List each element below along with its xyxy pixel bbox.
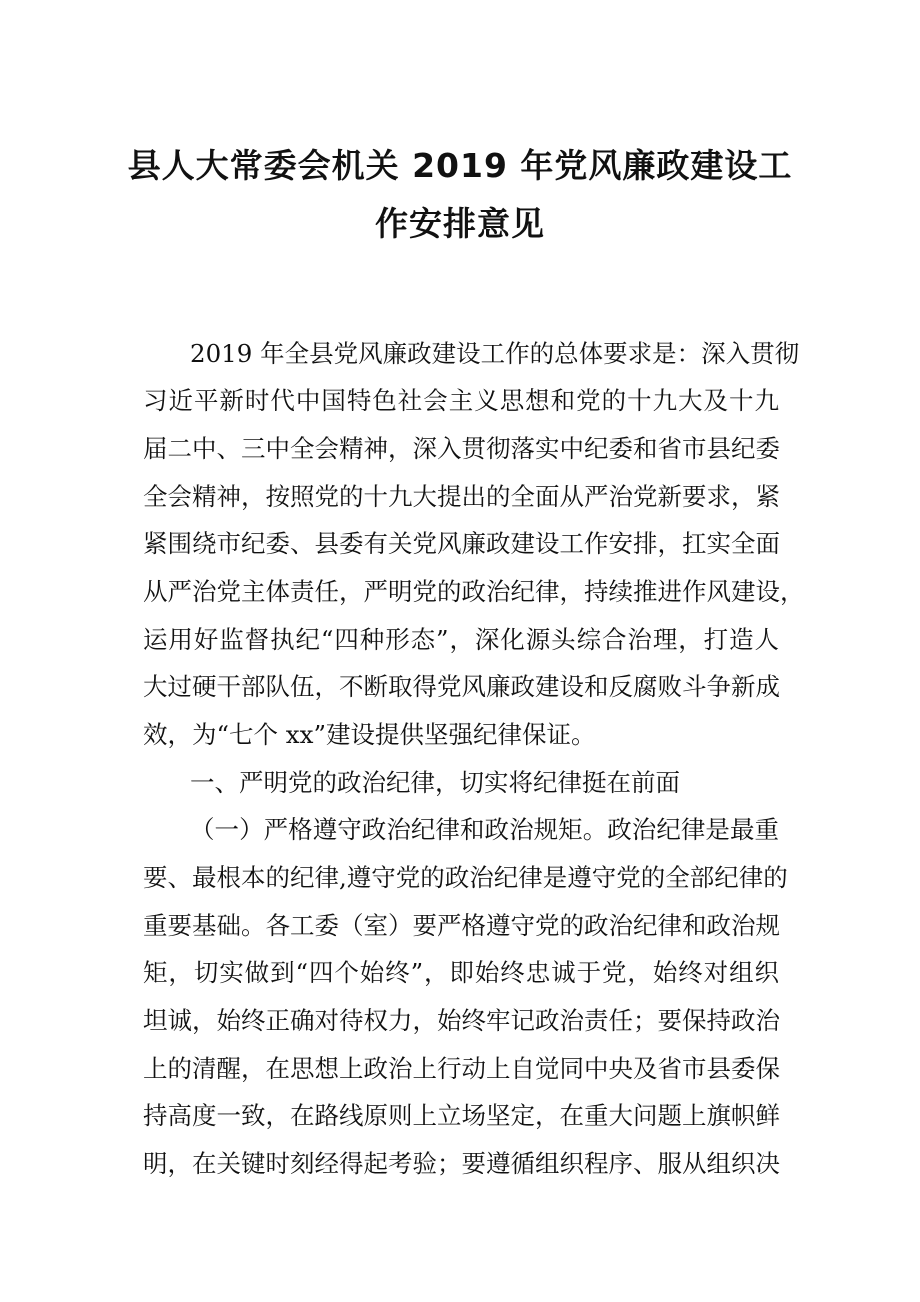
paragraph-line: 2019 年全县党风廉政建设工作的总体要求是：深入贯彻 (190, 339, 800, 368)
document-title-line-2: 作安排意见 (375, 204, 545, 243)
paragraph-line: 全会精神，按照党的十九大提出的全面从严治党新要求，紧 (143, 482, 780, 511)
paragraph-line: 上的清醒，在思想上政治上行动上自觉同中央及省市县委保 (143, 1054, 780, 1083)
paragraph-line: 要、最根本的纪律,遵守党的政治纪律是遵守党的全部纪律的 (143, 863, 788, 892)
document-title-line-1: 县人大常委会机关 2019 年党风廉政建设工 (127, 146, 793, 185)
paragraph-line: 重要基础。各工委（室）要严格遵守党的政治纪律和政治规 (143, 911, 780, 940)
paragraph-line: 紧围绕市纪委、县委有关党风廉政建设工作安排，扛实全面 (143, 529, 780, 558)
paragraph-line: 持高度一致，在路线原则上立场坚定，在重大问题上旗帜鲜 (143, 1101, 780, 1130)
section-heading: 一、严明党的政治纪律，切实将纪律挺在前面 (190, 768, 680, 797)
paragraph-line: 大过硬干部队伍，不断取得党风廉政建设和反腐败斗争新成 (143, 672, 780, 701)
paragraph-line: 届二中、三中全会精神，深入贯彻落实中纪委和省市县纪委 (143, 434, 780, 463)
paragraph-line: 明，在关键时刻经得起考验；要遵循组织程序、服从组织决 (143, 1149, 780, 1178)
paragraph-line: 坦诚，始终正确对待权力，始终牢记政治责任；要保持政治 (143, 1006, 780, 1035)
paragraph-line: 习近平新时代中国特色社会主义思想和党的十九大及十九 (143, 386, 779, 415)
paragraph-line: 效，为“七个 xx”建设提供坚强纪律保证。 (143, 720, 596, 749)
paragraph-line: （一）严格遵守政治纪律和政治规矩。政治纪律是最重 (190, 815, 779, 844)
paragraph-line: 从严治党主体责任，严明党的政治纪律，持续推进作风建设， (143, 577, 805, 606)
paragraph-line: 运用好监督执纪“四种形态”，深化源头综合治理，打造人 (143, 625, 779, 654)
paragraph-line: 矩，切实做到“四个始终”，即始终忠诚于党，始终对组织 (143, 958, 779, 987)
